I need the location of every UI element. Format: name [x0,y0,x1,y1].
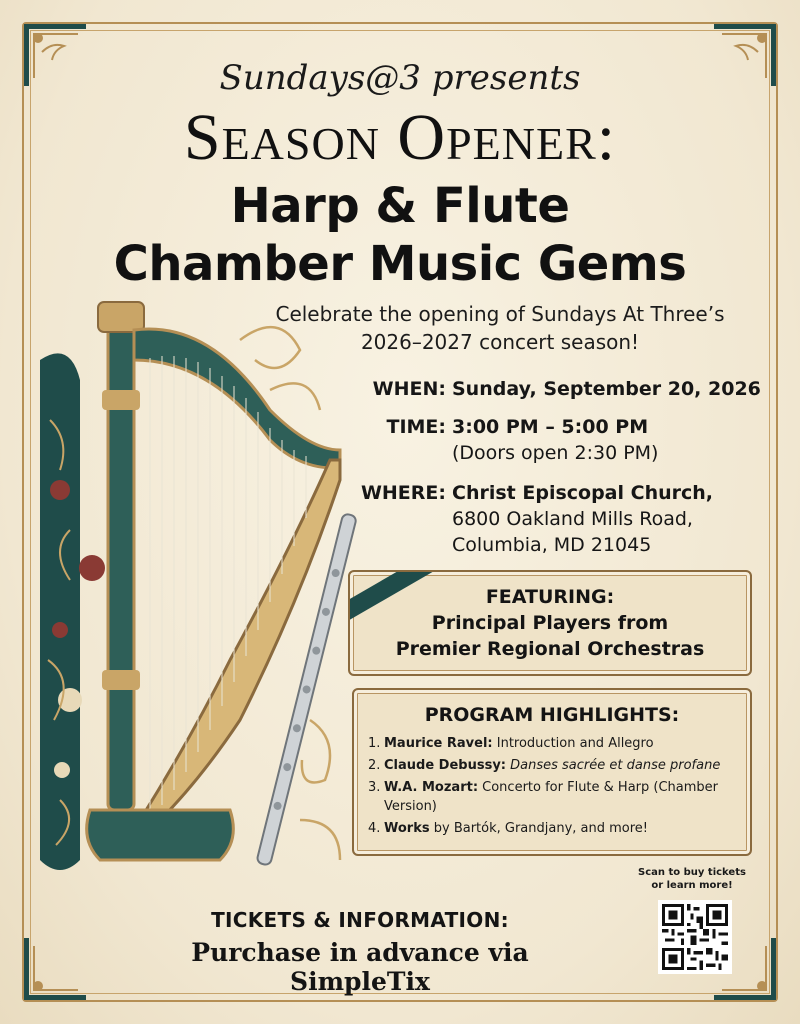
subtitle-line-2: Chamber Music Gems [113,236,687,292]
when-label: WHEN: [372,378,446,400]
featuring-line-2: Premier Regional Orchestras [395,638,705,660]
where-label: WHERE: [360,482,446,504]
program-heading: PROGRAM HIGHLIGHTS: [424,704,680,726]
composer: Claude Debussy: [384,758,506,773]
item-number: 1. [368,736,381,751]
work-title: by Bartók, Grandjany, and more! [429,821,649,836]
tickets-text: Purchase in advance via SimpleTix [191,938,529,996]
composer: Works [384,821,430,836]
venue-city: Columbia, MD 21045 [452,534,652,556]
where-row [350,480,770,562]
tickets-heading: TICKETS & INFORMATION: [211,908,509,932]
list-item [368,756,748,775]
doors-note: (Doors open 2:30 PM) [452,442,659,464]
item-number: 3. [368,780,381,795]
item-number: 2. [368,758,381,773]
time-range: 3:00 PM – 5:00 PM [452,416,649,438]
list-item [368,734,748,753]
time-label: TIME: [386,416,446,438]
work-title: Introduction and Allegro [492,736,654,751]
time-row [350,414,770,470]
venue-street: 6800 Oakland Mills Road, [452,508,693,530]
featuring-line-1: Principal Players from [431,612,669,634]
work-title: Concerto for Flute & Harp (Chamber Version) [384,780,719,814]
where-value [452,480,782,558]
featuring-box [348,570,752,676]
program-box [352,688,752,856]
corner-ornament-icon [24,936,88,1000]
page-title: Season Opener: [183,101,617,174]
featuring-heading: FEATURING: [485,586,615,608]
qr-caption-line-2: or learn more! [651,880,733,891]
subtitle-line-1: Harp & Flute [230,178,570,234]
venue-name: Christ Episcopal Church, [452,482,713,504]
item-number: 4. [368,821,381,836]
qr-caption [636,866,748,892]
presents-line: Sundays@3 presents [219,58,581,98]
when-row [350,376,770,406]
list-item [368,819,748,838]
work-title: Danses sacrée et danse profane [510,758,721,773]
composer: W.A. Mozart: [384,780,479,795]
harp-and-flute-illustration-icon [40,300,360,900]
intro-line-1: Celebrate the opening of Sundays At Three’s [275,302,725,326]
when-date: Sunday, September 20, 2026 [452,378,761,400]
program-list [368,734,748,841]
qr-caption-line-1: Scan to buy tickets [638,867,746,878]
when-value [452,376,782,402]
qr-code-icon[interactable] [658,900,732,974]
list-item [368,778,748,816]
composer: Maurice Ravel: [384,736,493,751]
time-value [452,414,782,466]
intro-line-2: 2026–2027 concert season! [360,330,640,354]
